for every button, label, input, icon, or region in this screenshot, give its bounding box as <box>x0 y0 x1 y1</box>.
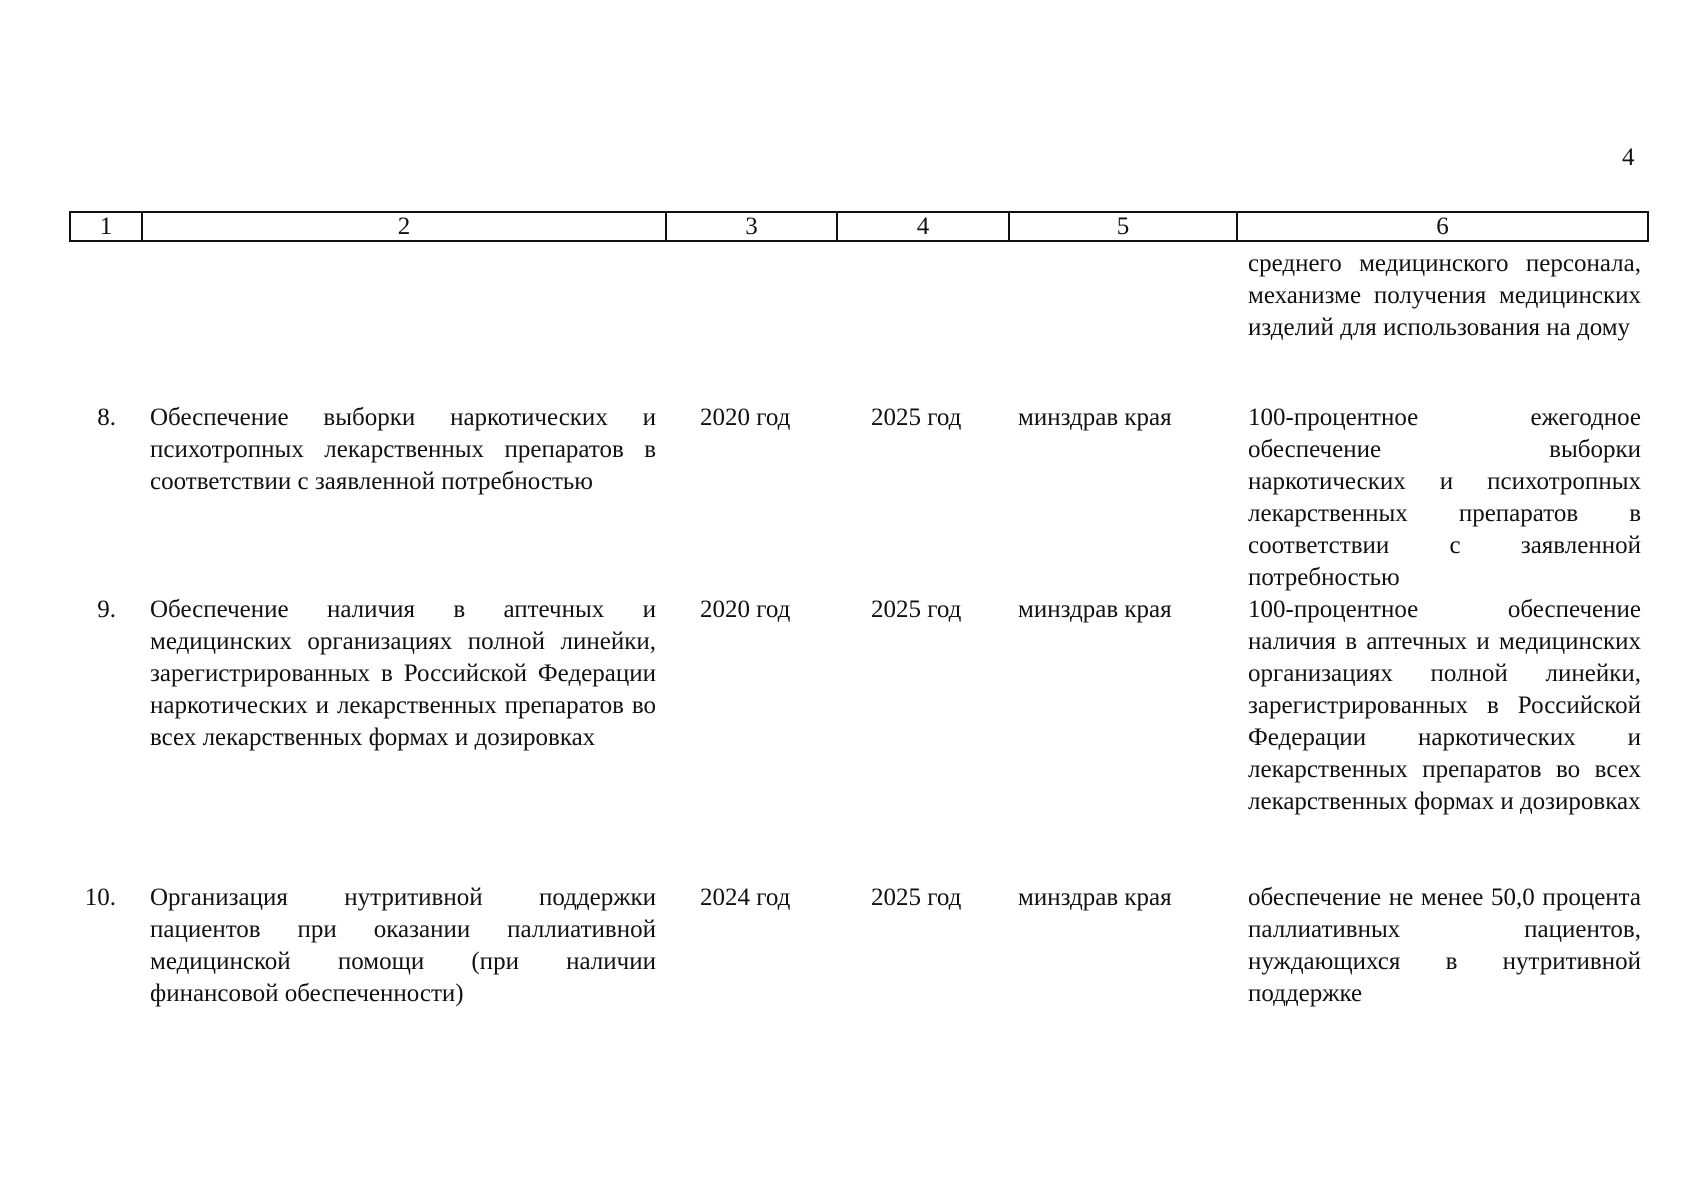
executor: минздрав края <box>1018 884 1172 911</box>
row-number: 10. <box>84 884 116 911</box>
measure-name: Организация нутритивной поддержки пациентов при оказании паллиативной медицинской помощи (при наличии финансовой обеспеченности) <box>150 884 656 1007</box>
start-year: 2020 год <box>700 596 791 623</box>
measure-name: Обеспечение наличия в аптечных и медицинских организациях полной линейки, зарегистрированных в Российской Федерации наркотических и лекарственных препаратов во всех лекарственных формах и дозировках <box>150 596 656 751</box>
start-year: 2024 год <box>700 884 791 911</box>
table-header-row <box>69 211 1649 242</box>
end-year: 2025 год <box>871 596 962 623</box>
header-col-4: 4 <box>838 213 1010 240</box>
end-year: 2025 год <box>871 404 962 431</box>
result: 100-процентное обеспечение наличия в аптечных и медицинских организациях полной линейки, зарегистрированных в Российской Федерации наркотических и лекарственных препаратов во всех лекарственных формах и дозировках <box>1248 596 1641 815</box>
start-year: 2020 год <box>700 404 791 431</box>
executor: минздрав края <box>1018 596 1172 623</box>
continuation-result: среднего медицинского персонала, механизме получения медицинских изделий для использования на дому <box>1248 250 1641 341</box>
result: 100-процентное ежегодное обеспечение выборки наркотических и психотропных лекарственных препаратов в соответствии с заявленной потребностью <box>1248 404 1641 591</box>
row-number: 8. <box>97 404 116 431</box>
header-col-1: 1 <box>71 213 143 240</box>
page-number: 4 <box>1622 144 1635 171</box>
header-col-5: 5 <box>1010 213 1238 240</box>
executor: минздрав края <box>1018 404 1172 431</box>
result: обеспечение не менее 50,0 процента паллиативных пациентов, нуждающихся в нутритивной поддержке <box>1248 884 1641 1007</box>
end-year: 2025 год <box>871 884 962 911</box>
measure-name: Обеспечение выборки наркотических и психотропных лекарственных препаратов в соответствии с заявленной потребностью <box>150 404 656 495</box>
header-col-6: 6 <box>1436 213 1449 240</box>
header-col-3: 3 <box>667 213 838 240</box>
header-col-2: 2 <box>143 213 667 240</box>
row-number: 9. <box>97 596 116 623</box>
